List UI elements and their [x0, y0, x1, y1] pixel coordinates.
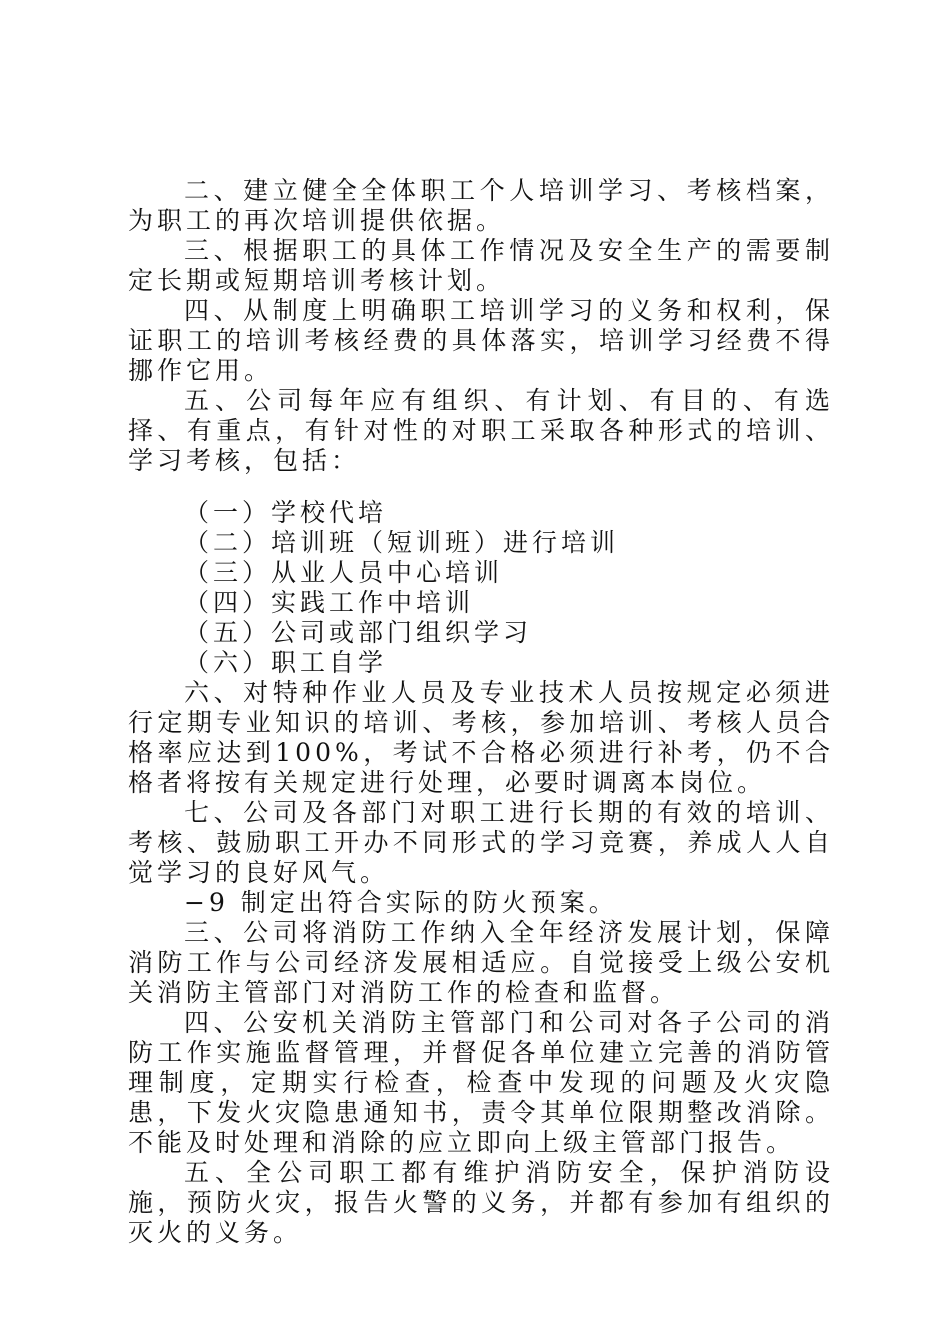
list-item: （五）公司或部门组织学习 [184, 618, 533, 647]
list-item: （一）学校代培 [184, 498, 388, 527]
paragraph: 三、公司将消防工作纳入全年经济发展计划，保障消防工作与公司经济发展相适应。自觉接受上级公安机关消防主管部门对消防工作的检查和监督。 [128, 918, 834, 1007]
document-body [128, 176, 834, 1248]
paragraph: 五、全公司职工都有维护消防安全，保护消防设施，预防火灾，报告火警的义务，并都有参加有组织的灭火的义务。 [128, 1158, 834, 1247]
list-item: （二）培训班（短训班）进行培训 [184, 528, 620, 557]
paragraph: 四、公安机关消防主管部门和公司对各子公司的消防工作实施监督管理，并督促各单位建立完善的消防管理制度，定期实行检查，检查中发现的问题及火灾隐患，下发火灾隐患通知书，责令其单位限期整改消除。不能及时处理和消除的应立即向上级主管部门报告。 [128, 1008, 834, 1157]
paragraph: −9 制定出符合实际的防火预案。 [184, 888, 618, 917]
paragraph: 五、公司每年应有组织、有计划、有目的、有选择、有重点，有针对性的对职工采取各种形式的培训、学习考核，包括： [128, 386, 834, 475]
paragraph: 三、根据职工的具体工作情况及安全生产的需要制定长期或短期培训考核计划。 [128, 236, 834, 295]
list-item: （三）从业人员中心培训 [184, 558, 504, 587]
paragraph: 二、建立健全全体职工个人培训学习、考核档案，为职工的再次培训提供依据。 [128, 176, 834, 235]
list-item: （四）实践工作中培训 [184, 588, 475, 617]
paragraph: 四、从制度上明确职工培训学习的义务和权利，保证职工的培训考核经费的具体落实，培训学习经费不得挪作它用。 [128, 296, 834, 385]
paragraph: 七、公司及各部门对职工进行长期的有效的培训、考核、鼓励职工开办不同形式的学习竞赛，养成人人自觉学习的良好风气。 [128, 798, 834, 887]
training-forms-list [128, 498, 834, 678]
paragraph: 六、对特种作业人员及专业技术人员按规定必须进行定期专业知识的培训、考核，参加培训、考核人员合格率应达到100%，考试不合格必须进行补考，仍不合格者将按有关规定进行处理，必要时调离本岗位。 [128, 678, 834, 797]
list-item: （六）职工自学 [184, 648, 388, 677]
